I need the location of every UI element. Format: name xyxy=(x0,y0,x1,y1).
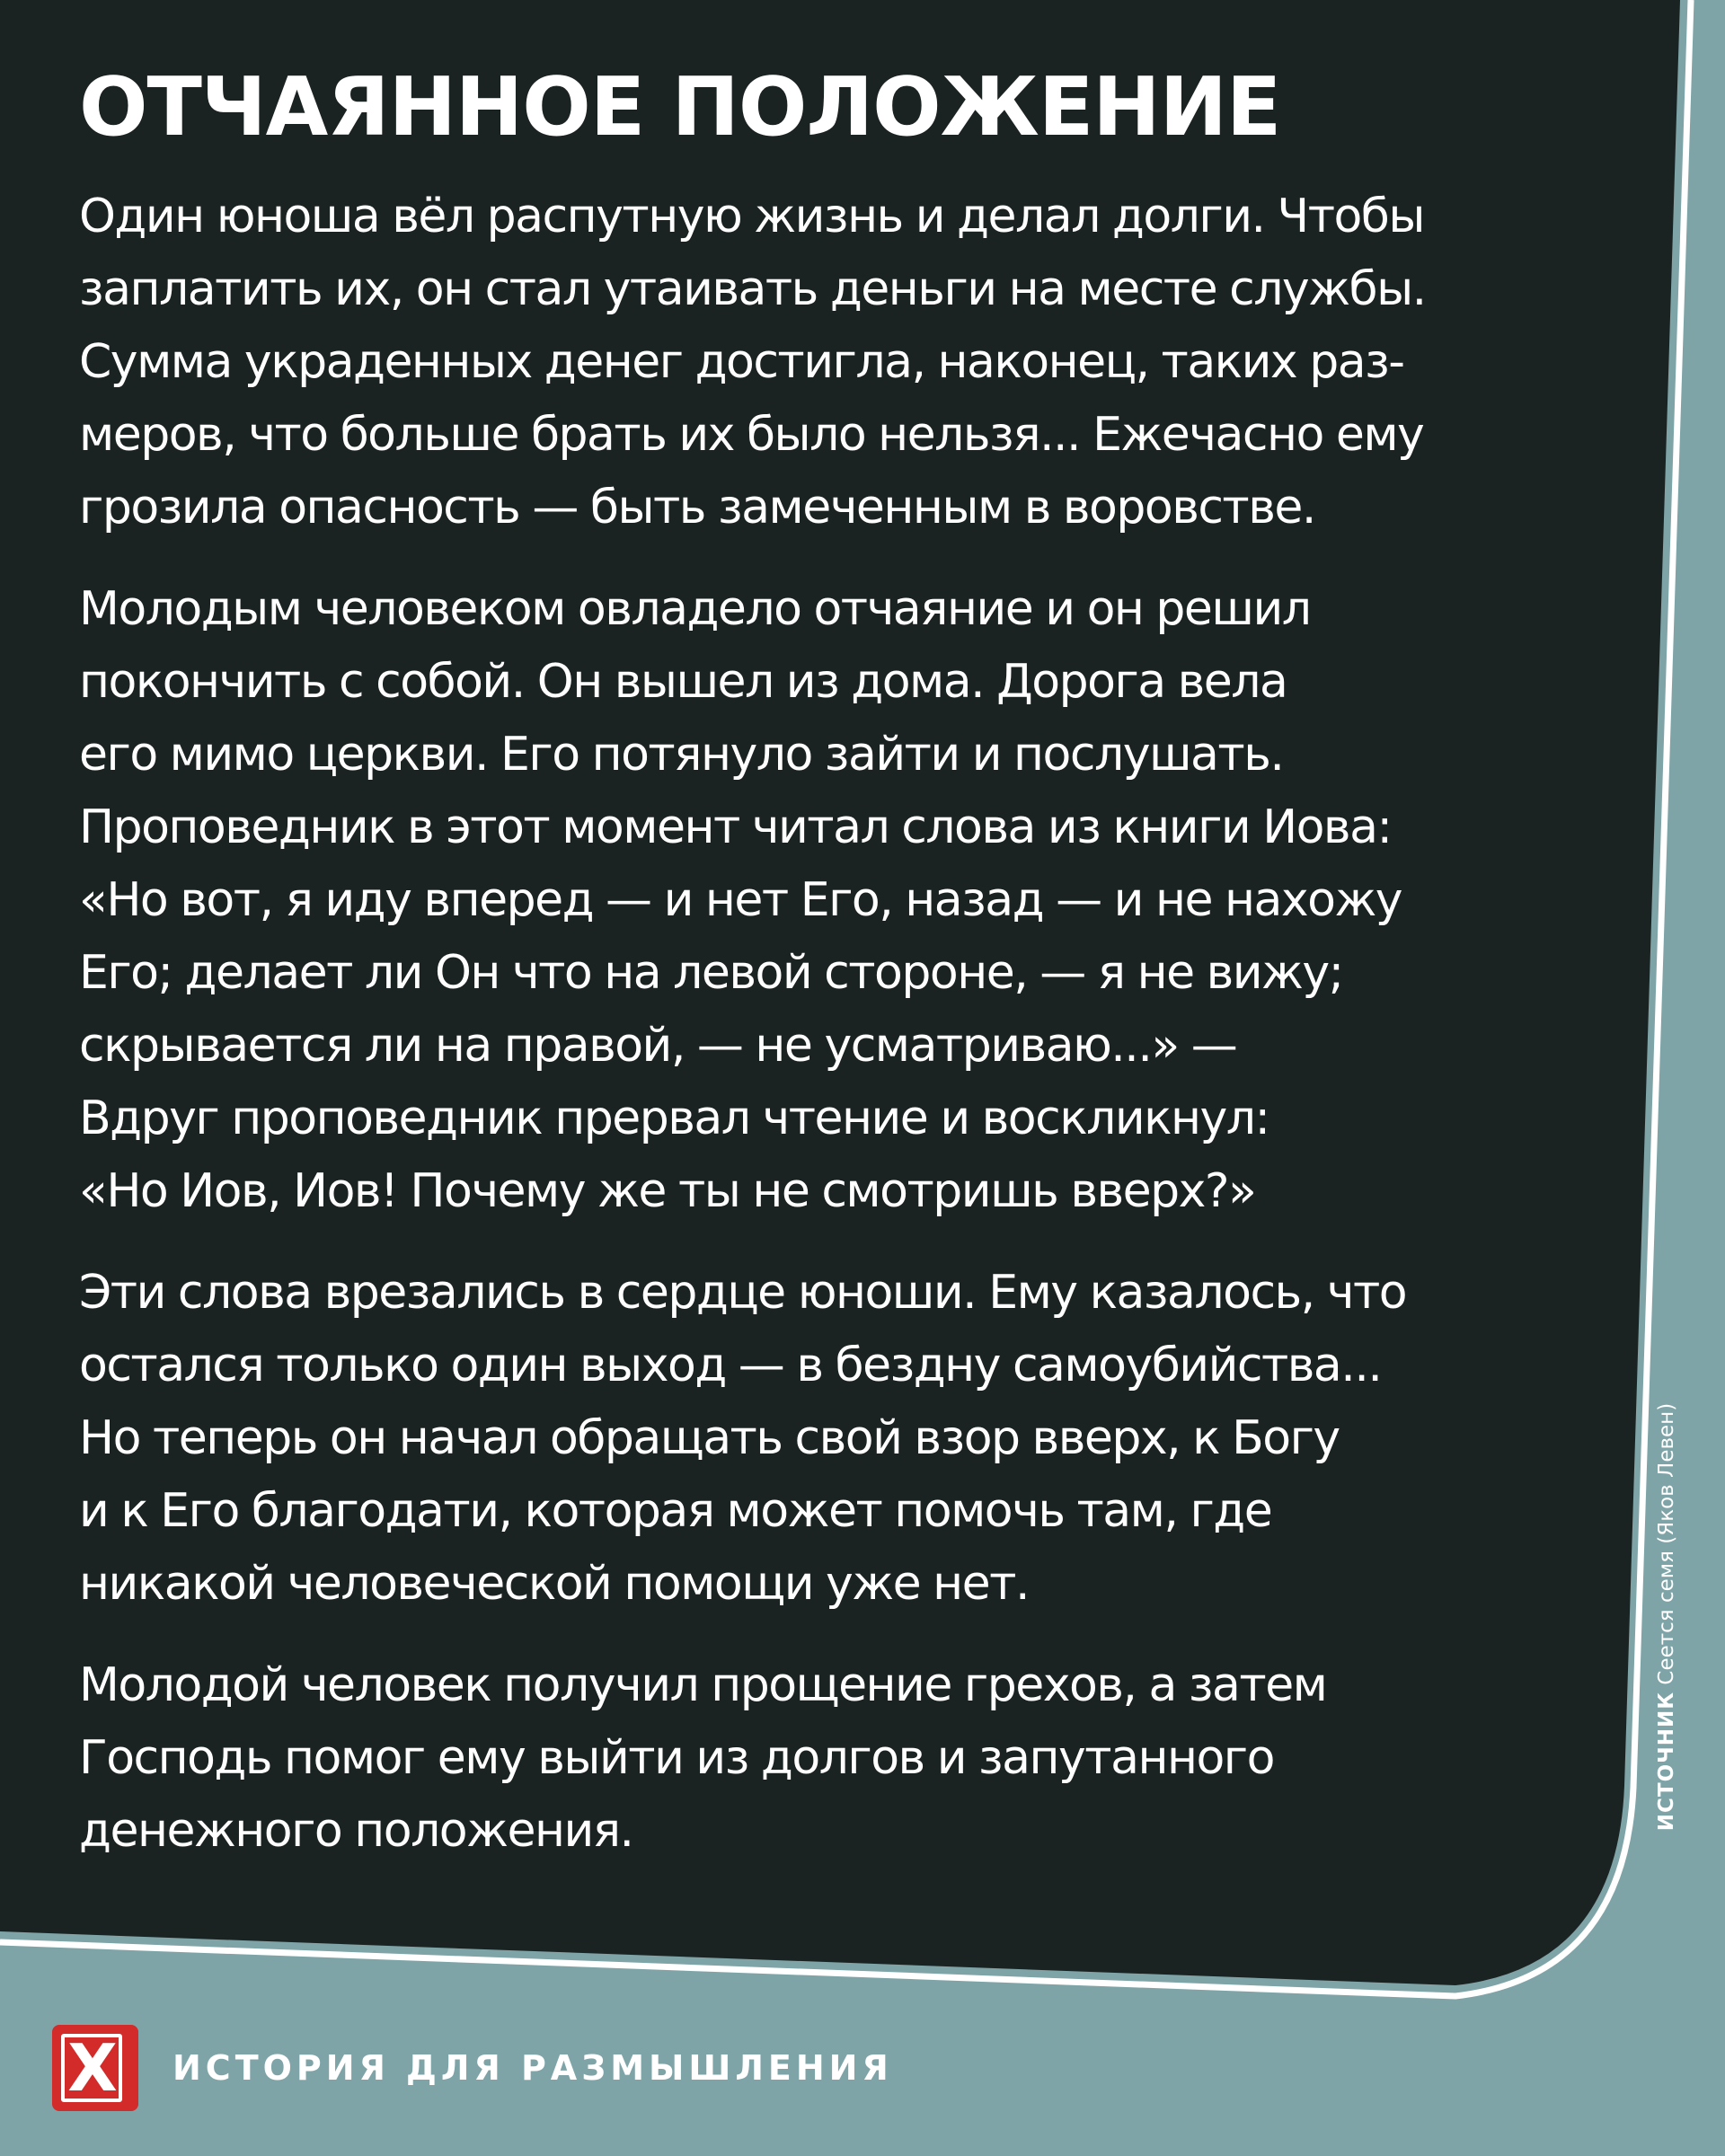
footer-category-label: ИСТОРИЯ ДЛЯ РАЗМЫШЛЕНИЯ xyxy=(172,2048,893,2088)
story-paragraph xyxy=(79,573,1606,1228)
text-line: никакой человеческой помощи уже нет. xyxy=(79,1556,1029,1611)
text-line: Вдруг проповедник прервал чтение и воскликнул: xyxy=(79,1091,1269,1145)
text-line: денежного положения. xyxy=(79,1803,633,1858)
text-line: покончить с собой. Он вышел из дома. Дорога вела xyxy=(79,654,1287,709)
text-line: Один юноша вёл распутную жизнь и делал долги. Чтобы xyxy=(79,189,1424,243)
text-line: и к Его благодати, которая может помочь там, где xyxy=(79,1483,1272,1538)
text-line: «Но Иов, Иов! Почему же ты не смотришь вверх?» xyxy=(79,1163,1256,1218)
text-line: его мимо церкви. Его потянуло зайти и послушать. xyxy=(79,727,1284,782)
text-line: остался только один выход — в бездну самоубийства... xyxy=(79,1338,1382,1392)
text-line: Господь помог ему выйти из долгов и запутанного xyxy=(79,1730,1274,1785)
text-line: заплатить их, он стал утаивать деньги на месте службы. xyxy=(79,261,1426,316)
text-line: Эти слова врезались в сердце юноши. Ему казалось, что xyxy=(79,1265,1407,1320)
text-line: скрывается ли на правой, — не усматриваю...» — xyxy=(79,1018,1237,1073)
text-line: Но теперь он начал обращать свой взор вверх, к Богу xyxy=(79,1410,1340,1465)
text-line: Сумма украденных денег достигла, наконец, таких раз- xyxy=(79,334,1404,389)
story-body xyxy=(79,181,1606,1868)
story-content xyxy=(79,60,1606,1896)
source-text: Сеется семя (Яков Левен) xyxy=(1655,1402,1678,1685)
text-line: меров, что больше брать их было нельзя... Ежечасно ему xyxy=(79,407,1424,462)
text-line: Молодым человеком овладело отчаяние и он решил xyxy=(79,581,1311,636)
brand-logo-icon xyxy=(52,2025,138,2111)
source-label: ИСТОЧНИК xyxy=(1655,1691,1678,1832)
story-paragraph xyxy=(79,1257,1606,1621)
text-line: грозила опасность — быть замеченным в воровстве. xyxy=(79,480,1315,535)
text-line: Проповедник в этот момент читал слова из книги Иова: xyxy=(79,800,1392,854)
text-line: Его; делает ли Он что на левой стороне, — я не вижу; xyxy=(79,945,1343,1000)
story-paragraph xyxy=(79,1649,1606,1868)
story-title: ОТЧАЯННОЕ ПОЛОЖЕНИЕ xyxy=(79,60,1281,155)
logo-letter: X xyxy=(67,2030,118,2106)
story-paragraph xyxy=(79,181,1606,544)
source-credit xyxy=(1655,1403,1678,1831)
footer xyxy=(52,2025,893,2111)
text-line: Молодой человек получил прощение грехов, а затем xyxy=(79,1657,1327,1712)
text-line: «Но вот, я иду вперед — и нет Его, назад — и не нахожу xyxy=(79,872,1402,927)
